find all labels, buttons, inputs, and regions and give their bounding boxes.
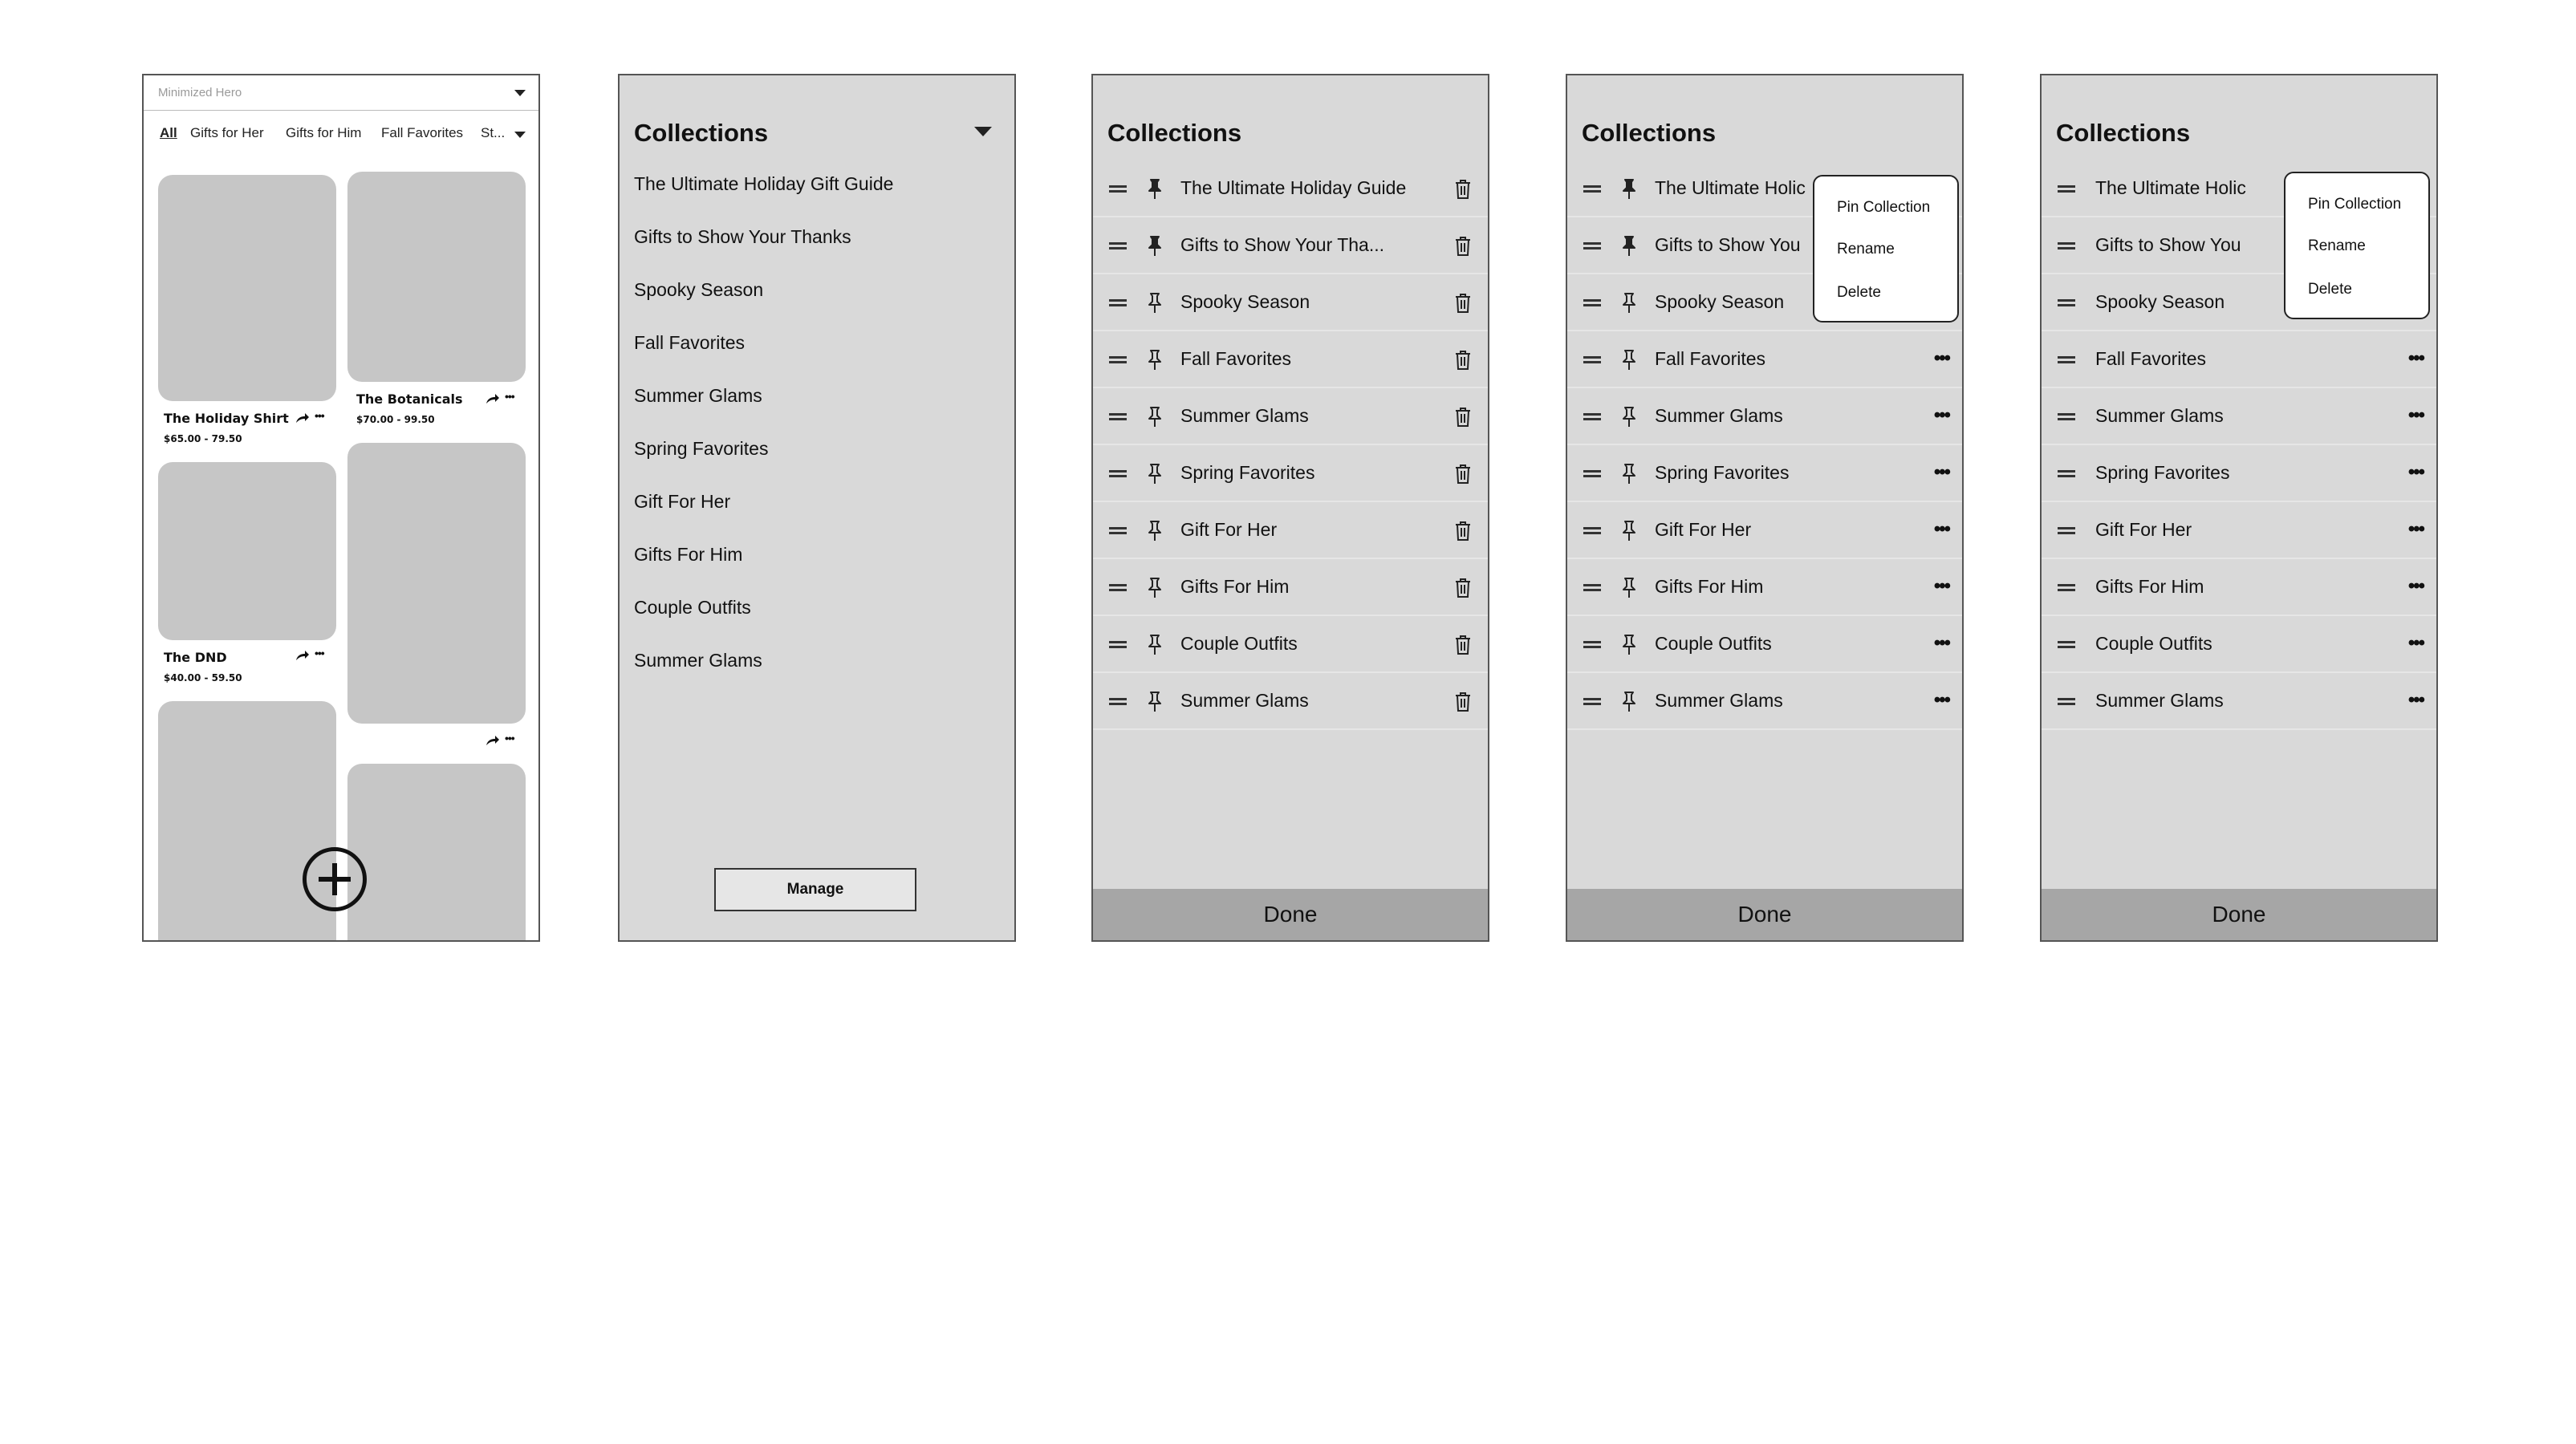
- collection-row-label: Gift For Her: [2095, 519, 2192, 540]
- share-arrow-icon[interactable]: [295, 412, 310, 424]
- collection-row[interactable]: [1093, 388, 1488, 445]
- collection-row-label: Gifts For Him: [1655, 576, 1764, 597]
- pin-outline-icon[interactable]: [1620, 691, 1638, 713]
- collections-title: Collections: [2056, 119, 2191, 147]
- more-dots-icon[interactable]: •••: [1933, 404, 1949, 426]
- done-button[interactable]: Done: [1093, 889, 1488, 940]
- collection-row-label: Fall Favorites: [2095, 348, 2207, 369]
- collection-row-label: Gifts to Show You: [1655, 234, 1801, 255]
- more-dots-icon[interactable]: •••: [2407, 347, 2424, 369]
- more-dots-icon[interactable]: •••: [315, 409, 324, 422]
- context-menu: [2284, 172, 2430, 319]
- collection-row[interactable]: [1567, 673, 1962, 730]
- collection-row-label: Spring Favorites: [2095, 462, 2230, 483]
- drag-handle-icon[interactable]: [2058, 185, 2075, 192]
- drag-handle-icon[interactable]: [2058, 698, 2075, 704]
- trash-icon[interactable]: [1454, 293, 1472, 314]
- collection-row[interactable]: [1567, 559, 1962, 616]
- menu-item-delete[interactable]: Delete: [1837, 284, 1881, 301]
- product-title: The DND: [164, 650, 227, 665]
- collection-item[interactable]: The Ultimate Holiday Gift Guide: [634, 173, 894, 194]
- collection-row-label: Summer Glams: [1655, 690, 1783, 711]
- manage-collections-screen: [1091, 74, 1489, 942]
- trash-icon[interactable]: [1454, 350, 1472, 371]
- collection-row-label: Gifts to Show You: [2095, 234, 2241, 255]
- pin-outline-icon[interactable]: [1146, 520, 1164, 542]
- collection-row-label: The Ultimate Holic: [2095, 177, 2246, 198]
- done-button[interactable]: Done: [1567, 889, 1962, 940]
- collection-item[interactable]: Gifts For Him: [634, 544, 743, 565]
- collection-item[interactable]: Spring Favorites: [634, 438, 769, 459]
- filter-tab-all[interactable]: All: [160, 125, 177, 140]
- pin-outline-icon[interactable]: [1620, 406, 1638, 428]
- drag-handle-icon[interactable]: [1583, 242, 1601, 249]
- collection-row[interactable]: [1093, 274, 1488, 331]
- product-card-image[interactable]: [158, 175, 336, 401]
- collections-title: Collections: [634, 119, 769, 147]
- more-dots-icon[interactable]: •••: [1933, 518, 1949, 540]
- trash-icon[interactable]: [1454, 407, 1472, 428]
- more-dots-icon[interactable]: •••: [1933, 689, 1949, 711]
- drag-handle-icon[interactable]: [1109, 470, 1127, 477]
- collection-row[interactable]: [1093, 616, 1488, 673]
- drag-handle-icon[interactable]: [2058, 299, 2075, 306]
- done-button[interactable]: Done: [2042, 889, 2436, 940]
- trash-icon[interactable]: [1454, 578, 1472, 598]
- collection-row-label: Spring Favorites: [1655, 462, 1790, 483]
- pin-outline-icon[interactable]: [1620, 292, 1638, 314]
- collection-item[interactable]: Gifts to Show Your Thanks: [634, 226, 851, 247]
- collection-row[interactable]: [1093, 160, 1488, 217]
- product-card-image[interactable]: [158, 462, 336, 640]
- more-dots-icon[interactable]: •••: [2407, 461, 2424, 483]
- collection-row[interactable]: [1567, 388, 1962, 445]
- more-dots-icon[interactable]: •••: [1933, 461, 1949, 483]
- collection-row-label: Summer Glams: [1655, 405, 1783, 426]
- collection-item[interactable]: Spooky Season: [634, 279, 764, 300]
- drag-handle-icon[interactable]: [2058, 584, 2075, 590]
- collection-item[interactable]: Couple Outfits: [634, 597, 751, 618]
- collection-row-label: Summer Glams: [1180, 690, 1309, 711]
- hero-label: Minimized Hero: [158, 86, 242, 99]
- drag-handle-icon[interactable]: [2058, 413, 2075, 420]
- collection-row[interactable]: [2042, 616, 2436, 673]
- collection-row[interactable]: [2042, 331, 2436, 388]
- pin-outline-icon[interactable]: [1620, 634, 1638, 656]
- menu-item-pin-collection[interactable]: Pin Collection: [1837, 199, 1931, 216]
- collection-row-label: Fall Favorites: [1180, 348, 1292, 369]
- drag-handle-icon[interactable]: [1109, 413, 1127, 420]
- pin-outline-icon[interactable]: [1146, 634, 1164, 656]
- trash-icon[interactable]: [1454, 179, 1472, 200]
- collection-row-label: Summer Glams: [1180, 405, 1309, 426]
- collection-row-label: Gift For Her: [1655, 519, 1752, 540]
- collection-row-label: The Ultimate Holiday Guide: [1180, 177, 1407, 198]
- pin-outline-icon[interactable]: [1146, 406, 1164, 428]
- share-arrow-icon[interactable]: [486, 735, 500, 746]
- collection-row-label: Gift For Her: [1180, 519, 1278, 540]
- collection-row[interactable]: [2042, 559, 2436, 616]
- pin-filled-icon[interactable]: [1620, 235, 1638, 258]
- pin-outline-icon[interactable]: [1146, 349, 1164, 371]
- menu-item-rename[interactable]: Rename: [1837, 241, 1895, 258]
- collection-row-label: Gifts For Him: [2095, 576, 2204, 597]
- product-price: $70.00 - 99.50: [356, 414, 435, 425]
- trash-icon[interactable]: [1454, 692, 1472, 712]
- drag-handle-icon[interactable]: [2058, 356, 2075, 363]
- trash-icon[interactable]: [1454, 464, 1472, 485]
- chevron-down-icon[interactable]: [514, 90, 526, 96]
- collection-row[interactable]: [1567, 502, 1962, 559]
- drag-handle-icon[interactable]: [1583, 641, 1601, 647]
- pin-filled-icon[interactable]: [1146, 178, 1164, 201]
- more-dots-icon[interactable]: •••: [2407, 689, 2424, 711]
- filter-tab-gifts-for-him[interactable]: Gifts for Him: [286, 125, 362, 140]
- product-card-image[interactable]: [158, 701, 336, 942]
- drag-handle-icon[interactable]: [1583, 356, 1601, 363]
- collections-title: Collections: [1582, 119, 1717, 147]
- trash-icon[interactable]: [1454, 236, 1472, 257]
- minimized-hero[interactable]: [144, 75, 538, 111]
- feed-screen: [142, 74, 540, 942]
- drag-handle-icon[interactable]: [2058, 641, 2075, 647]
- collection-row-label: Gifts to Show Your Tha...: [1180, 234, 1384, 255]
- drag-handle-icon[interactable]: [1583, 527, 1601, 533]
- collection-row[interactable]: [1093, 673, 1488, 730]
- more-dots-icon[interactable]: •••: [2407, 632, 2424, 654]
- drag-handle-icon[interactable]: [1583, 299, 1601, 306]
- share-arrow-icon[interactable]: [486, 393, 500, 404]
- collection-row[interactable]: [2042, 673, 2436, 730]
- chevron-down-icon[interactable]: [974, 127, 992, 136]
- manage-collections-menu-screen-alt: [2040, 74, 2438, 942]
- drag-handle-icon[interactable]: [1583, 413, 1601, 420]
- drag-handle-icon[interactable]: [1109, 527, 1127, 533]
- collection-row-label: Summer Glams: [2095, 690, 2224, 711]
- collection-item[interactable]: Fall Favorites: [634, 332, 746, 353]
- context-menu: [1813, 175, 1959, 322]
- pin-filled-icon[interactable]: [1146, 235, 1164, 258]
- drag-handle-icon[interactable]: [1583, 584, 1601, 590]
- more-dots-icon[interactable]: •••: [505, 390, 514, 403]
- manage-button[interactable]: Manage: [714, 868, 916, 911]
- drag-handle-icon[interactable]: [2058, 242, 2075, 249]
- add-circle-icon[interactable]: [303, 847, 367, 911]
- collection-row-label: Couple Outfits: [1180, 633, 1298, 654]
- product-card-image[interactable]: [347, 764, 526, 942]
- collection-row[interactable]: [2042, 445, 2436, 502]
- collection-row[interactable]: [1093, 445, 1488, 502]
- pin-outline-icon[interactable]: [1620, 577, 1638, 599]
- pin-filled-icon[interactable]: [1620, 178, 1638, 201]
- collection-row[interactable]: [1567, 331, 1962, 388]
- product-price: $40.00 - 59.50: [164, 672, 242, 683]
- collection-row[interactable]: [1093, 331, 1488, 388]
- collections-list-screen: [618, 74, 1016, 942]
- more-dots-icon[interactable]: •••: [2407, 518, 2424, 540]
- collection-row-label: Spooky Season: [1655, 291, 1785, 312]
- more-dots-icon[interactable]: •••: [315, 647, 324, 659]
- collection-row[interactable]: [1093, 559, 1488, 616]
- product-title: The Botanicals: [356, 391, 463, 407]
- filter-tab-more[interactable]: St...: [481, 125, 506, 140]
- manage-collections-menu-screen: [1566, 74, 1964, 942]
- drag-handle-icon[interactable]: [1583, 470, 1601, 477]
- drag-handle-icon[interactable]: [1583, 698, 1601, 704]
- collection-row[interactable]: [2042, 502, 2436, 559]
- drag-handle-icon[interactable]: [1109, 299, 1127, 306]
- more-dots-icon[interactable]: •••: [2407, 404, 2424, 426]
- collection-row[interactable]: [1567, 445, 1962, 502]
- trash-icon[interactable]: [1454, 635, 1472, 655]
- more-dots-icon[interactable]: •••: [1933, 347, 1949, 369]
- drag-handle-icon[interactable]: [1109, 242, 1127, 249]
- collection-row-label: Gifts For Him: [1180, 576, 1290, 597]
- pin-outline-icon[interactable]: [1146, 463, 1164, 485]
- pin-outline-icon[interactable]: [1620, 349, 1638, 371]
- drag-handle-icon[interactable]: [1109, 584, 1127, 590]
- filter-tabs: [144, 125, 538, 149]
- collections-title: Collections: [1107, 119, 1242, 147]
- drag-handle-icon[interactable]: [2058, 470, 2075, 477]
- collection-row-label: Summer Glams: [2095, 405, 2224, 426]
- collection-row-label: Fall Favorites: [1655, 348, 1766, 369]
- drag-handle-icon[interactable]: [1109, 185, 1127, 192]
- product-title: The Holiday Shirt: [164, 411, 289, 426]
- collection-item[interactable]: Summer Glams: [634, 385, 762, 406]
- chevron-down-icon[interactable]: [514, 132, 526, 138]
- pin-outline-icon[interactable]: [1620, 520, 1638, 542]
- collection-row-label: The Ultimate Holic: [1655, 177, 1806, 198]
- drag-handle-icon[interactable]: [1109, 356, 1127, 363]
- drag-handle-icon[interactable]: [1109, 698, 1127, 704]
- drag-handle-icon[interactable]: [2058, 527, 2075, 533]
- menu-item-delete[interactable]: Delete: [2308, 281, 2352, 298]
- share-arrow-icon[interactable]: [295, 650, 310, 661]
- pin-outline-icon[interactable]: [1146, 292, 1164, 314]
- product-card-image[interactable]: [347, 172, 526, 382]
- trash-icon[interactable]: [1454, 521, 1472, 542]
- product-card-image[interactable]: [347, 443, 526, 724]
- collection-row-label: Spooky Season: [2095, 291, 2225, 312]
- collection-row[interactable]: [1093, 502, 1488, 559]
- drag-handle-icon[interactable]: [1583, 185, 1601, 192]
- drag-handle-icon[interactable]: [1109, 641, 1127, 647]
- pin-outline-icon[interactable]: [1146, 691, 1164, 713]
- pin-outline-icon[interactable]: [1146, 577, 1164, 599]
- menu-item-pin-collection[interactable]: Pin Collection: [2308, 196, 2402, 213]
- collection-row-label: Spooky Season: [1180, 291, 1310, 312]
- pin-outline-icon[interactable]: [1620, 463, 1638, 485]
- more-dots-icon[interactable]: •••: [2407, 575, 2424, 597]
- collection-row-label: Couple Outfits: [2095, 633, 2212, 654]
- collection-row[interactable]: [2042, 388, 2436, 445]
- collection-item[interactable]: Summer Glams: [634, 650, 762, 671]
- collection-row[interactable]: [1093, 217, 1488, 274]
- collection-item[interactable]: Gift For Her: [634, 491, 731, 512]
- product-price: $65.00 - 79.50: [164, 433, 242, 444]
- more-dots-icon[interactable]: •••: [1933, 575, 1949, 597]
- filter-tab-gifts-for-her[interactable]: Gifts for Her: [190, 125, 264, 140]
- collection-row-label: Spring Favorites: [1180, 462, 1315, 483]
- collection-row-label: Couple Outfits: [1655, 633, 1772, 654]
- collection-row[interactable]: [1567, 616, 1962, 673]
- menu-item-rename[interactable]: Rename: [2308, 237, 2366, 254]
- more-dots-icon[interactable]: •••: [1933, 632, 1949, 654]
- more-dots-icon[interactable]: •••: [505, 732, 514, 744]
- filter-tab-fall-favorites[interactable]: Fall Favorites: [381, 125, 464, 140]
